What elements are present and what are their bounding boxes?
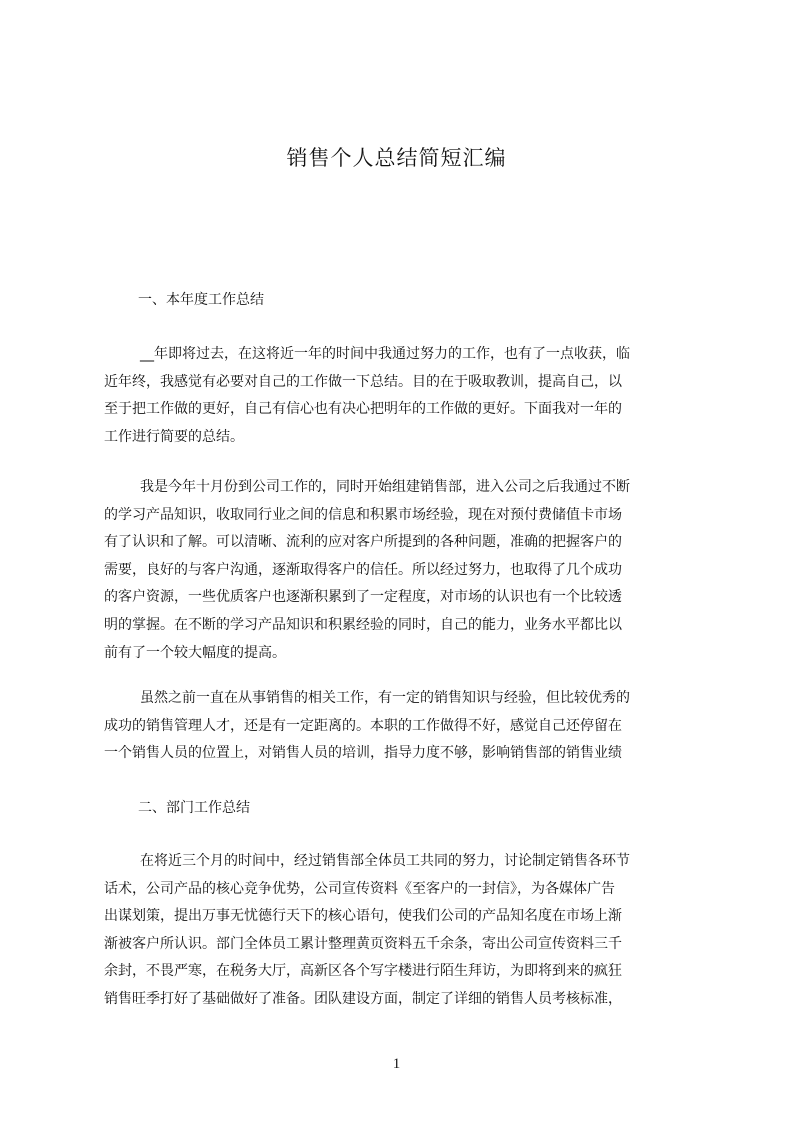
paragraph-line: 出谋划策，提出万事无忧德行天下的核心语句，使我们公司的产品知名度在市场上渐 [104, 908, 622, 925]
paragraph-line: 工作进行简要的总结。 [104, 428, 244, 445]
paragraph-line: 至于把工作做的更好，自己有信心也有决心把明年的工作做的更好。下面我对一年的 [104, 401, 622, 418]
paragraph-shortcomings [104, 685, 700, 768]
paragraph-intro [104, 341, 700, 451]
paragraph-line: 我是今年十月份到公司工作的，同时开始组建销售部，进入公司之后我通过不断 [140, 479, 630, 495]
paragraph-line: 的客户资源，一些优质客户也逐渐积累到了一定程度，对市场的认识也有一个比较透 [104, 589, 622, 606]
paragraph-line: 话术，公司产品的核心竞争优势，公司宣传资料《至客户的一封信》，为各媒体广告 [104, 880, 615, 897]
paragraph-line: 成功的销售管理人才，还是有一定距离的。本职的工作做得不好，感觉自己还停留在 [104, 717, 622, 734]
paragraph-line: 的学习产品知识，收取同行业之间的信息和积累市场经验，现在对预付费储值卡市场 [104, 506, 622, 523]
paragraph-line: 近年终，我感觉有必要对自己的工作做一下总结。目的在于吸取教训，提高自己，以 [104, 373, 622, 390]
paragraph-line: __年即将过去，在这将近一年的时间中我通过努力的工作，也有了一点收获，临 [140, 346, 630, 362]
paragraph-line: 虽然之前一直在从事销售的相关工作，有一定的销售知识与经验，但比较优秀的 [140, 690, 630, 706]
paragraph-line: 有了认识和了解。可以清晰、流利的应对客户所提到的各种问题，准确的把握客户的 [104, 534, 622, 551]
page-number: 1 [392, 1056, 401, 1072]
paragraph-line: 渐被客户所认识。部门全体员工累计整理黄页资料五千余条，寄出公司宣传资料三千 [104, 935, 622, 952]
paragraph-department-work [104, 848, 700, 1014]
section-heading-annual-summary: 一、本年度工作总结 [138, 292, 264, 308]
paragraph-line: 明的掌握。在不断的学习产品知识和积累经验的同时，自己的能力，业务水平都比以 [104, 616, 622, 633]
paragraph-experience [104, 474, 700, 667]
paragraph-line: 在将近三个月的时间中，经过销售部全体员工共同的努力，讨论制定销售各环节 [140, 853, 630, 869]
paragraph-line: 前有了一个较大幅度的提高。 [104, 644, 286, 661]
paragraph-line: 销售旺季打好了基础做好了准备。团队建设方面，制定了详细的销售人员考核标准， [104, 990, 622, 1007]
section-heading-department-summary: 二、部门工作总结 [138, 800, 250, 816]
document-title: 销售个人总结简短汇编 [286, 146, 507, 170]
paragraph-line: 一个销售人员的位置上，对销售人员的培训，指导力度不够，影响销售部的销售业绩 [104, 745, 622, 762]
paragraph-line: 余封，不畏严寒，在税务大厅，高新区各个写字楼进行陌生拜访，为即将到来的疯狂 [104, 963, 622, 980]
paragraph-line: 需要，良好的与客户沟通，逐渐取得客户的信任。所以经过努力，也取得了几个成功 [104, 561, 622, 578]
